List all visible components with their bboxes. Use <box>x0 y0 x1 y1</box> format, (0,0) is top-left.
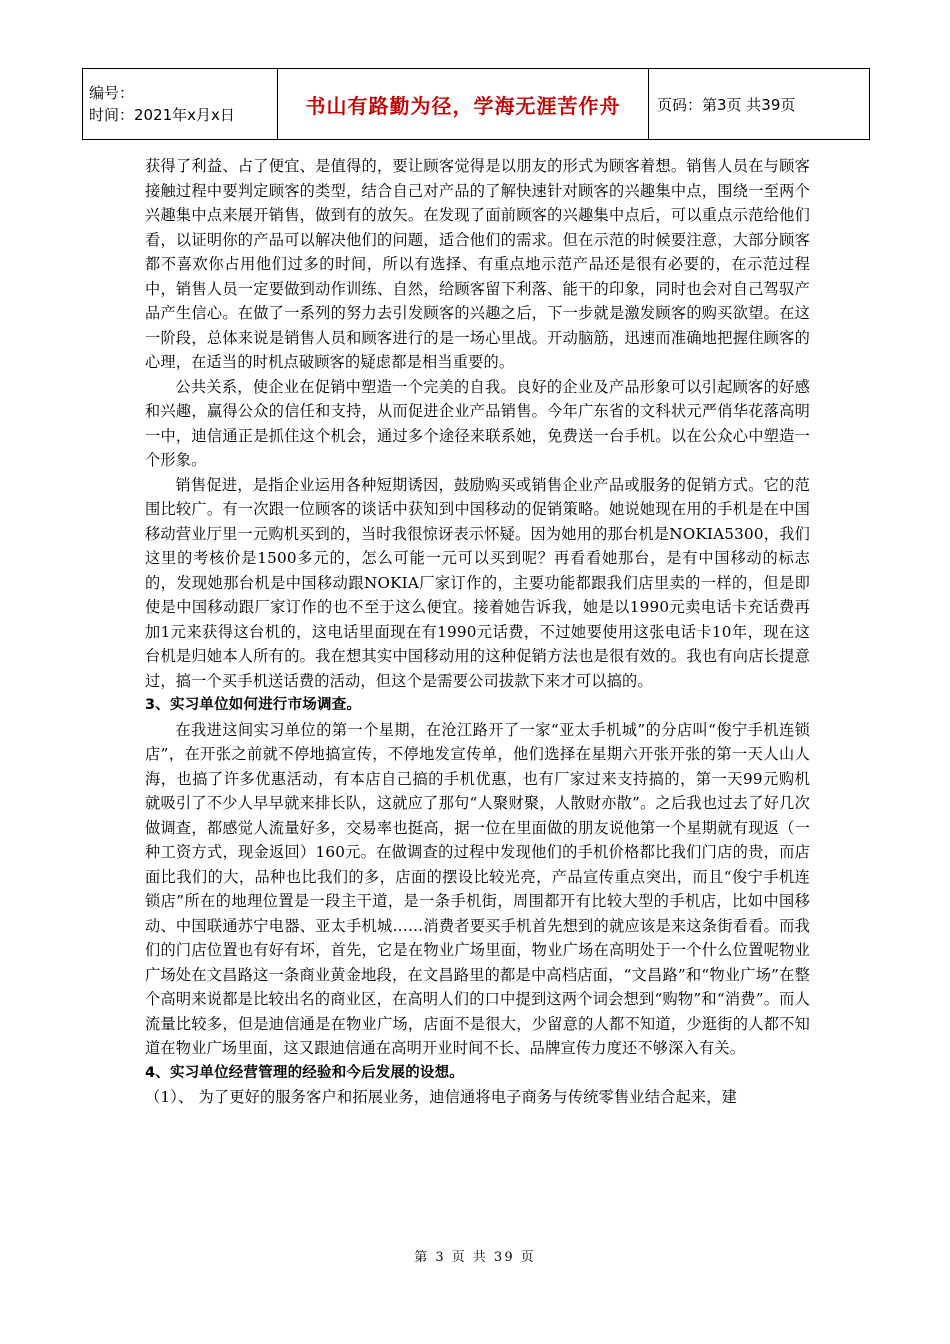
document-number-label: 编号： <box>89 84 135 102</box>
document-date-label: 时间：2021年x月x日 <box>89 106 235 124</box>
paragraph-sales-interest: 获得了利益、占了便宜、是值得的，要让顾客觉得是以朋友的形式为顾客着想。销售人员在与顾客接触过程中要判定顾客的类型，结合自己对产品的了解快速针对顾客的兴趣集中点，围绕一至两个兴趣集中点来展开销售，做到有的放矢。在发现了面前顾客的兴趣集中点后，可以重点示范给他们看，以证明你的产品可以解决他们的问题，适合他们的需求。但在示范的时候要注意，大部分顾客都不喜欢你占用他们过多的时间，所以有选择、有重点地示范产品还是很有必要的，在示范过程中，销售人员一定要做到动作训练、自然，给顾客留下利落、能干的印象，同时也会对自己驾驭产品产生信心。在做了一系列的努力去引发顾客的兴趣之后，下一步就是激发顾客的购买欲望。在这一阶段，总体来说是销售人员和顾客进行的是一场心里战。开动脑筋，迅速而准确地把握住顾客的心理，在适当的时机点破顾客的疑虑都是相当重要的。 <box>145 157 810 371</box>
page-footer: 第 3 页 共 39 页 <box>414 1250 536 1265</box>
paragraph-public-relations: 公共关系，使企业在促销中塑造一个完美的自我。良好的企业及产品形象可以引起顾客的好感和兴趣，赢得公众的信任和支持，从而促进企业产品销售。今年广东省的文科状元严俏华花落高明一中，迪信通正是抓住这个机会，通过多个途径来联系她，免费送一台手机。以在公众心中塑造一个形象。 <box>145 377 810 469</box>
header-motto: 书山有路勤为径，学海无涯苦作舟 <box>278 69 649 140</box>
section-heading-market-research: 3、实习单位如何进行市场调查。 <box>145 697 362 713</box>
section-heading-management-experience: 4、实习单位经营管理的经验和今后发展的设想。 <box>145 1064 464 1081</box>
document-header <box>82 68 870 140</box>
header-meta <box>83 69 278 140</box>
header-page-info: 页码：第3页 共39页 <box>649 69 870 140</box>
document-body <box>145 154 810 1110</box>
paragraph-sales-promotion: 销售促进，是指企业运用各种短期诱因，鼓励购买或销售企业产品或服务的促销方式。它的范围比较广。有一次跟一位顾客的谈话中获知到中国移动的促销策略。她说她现在用的手机是在中国移动营业厅里一元购机买到的，当时我很惊讶表示怀疑。因为她用的那台机是NOKIA5300，我们这里的考核价是1500多元的，怎么可能一元可以买到呢？再看看她那台，是有中国移动的标志的，发现她那台机是中国移动跟NOKIA厂家订作的，主要功能都跟我们店里卖的一样的，但是即使是中国移动跟厂家订作的也不至于这么便宜。接着她告诉我，她是以1990元卖电话卡充话费再加1元来获得这台机的，这电话里面现在有1990元话费，不过她要使用这张电话卡10年，现在这台机是归她本人所有的。我在想其实中国移动用的这种促销方法也是很有效的。我也有向店长提意过，搞一个买手机送话费的活动，但这个是需要公司拔款下来才可以搞的。 <box>145 475 810 690</box>
paragraph-market-research: 在我进这间实习单位的第一个星期，在沧江路开了一家“亚太手机城”的分店叫“俊宁手机连锁店”，在开张之前就不停地搞宣传，不停地发宣传单，他们选择在星期六开张开张的第一天人山人海，也搞了许多优惠活动，有本店自己搞的手机优惠，也有厂家过来支持搞的，第一天99元购机就吸引了不少人早早就来排长队，这就应了那句“人聚财聚，人散财亦散”。之后我也过去了好几次做调查，都感觉人流量好多，交易率也挺高，据一位在里面做的朋友说他第一个星期就有现返（一种工资方式，现金返回）160元。在做调查的过程中发现他们的手机价格都比我们门店的贵，而店面比我们的大，品种也比我们的多，店面的摆设比较光亮，产品宣传重点突出，而且“俊宁手机连锁店”所在的地理位置是一段主干道，是一条手机街，周围都开有比较大型的手机店，比如中国移动、中国联通苏宁电器、亚太手机城……消费者要买手机首先想到的就应该是来这条街看看。而我们的门店位置也有好有坏，首先，它是在物业广场里面，物业广场在高明处于一个什么位置呢物业广场处在文昌路这一条商业黄金地段，在文昌路里的都是中高档店面，“文昌路”和“物业广场”在整个高明来说都是比较出名的商业区，在高明人们的口中提到这两个词会想到“购物”和“消费”。而人流量比较多，但是迪信通是在物业广场，店面不是很大，少留意的人都不知道，少逛街的人都不知道在物业广场里面，这又跟迪信通在高明开业时间不长、品牌宣传力度还不够深入有关。 <box>145 720 810 1057</box>
paragraph-list-item-1: （1）、 为了更好的服务客户和拓展业务，迪信通将电子商务与传统零售业结合起来，建 <box>145 1088 738 1106</box>
